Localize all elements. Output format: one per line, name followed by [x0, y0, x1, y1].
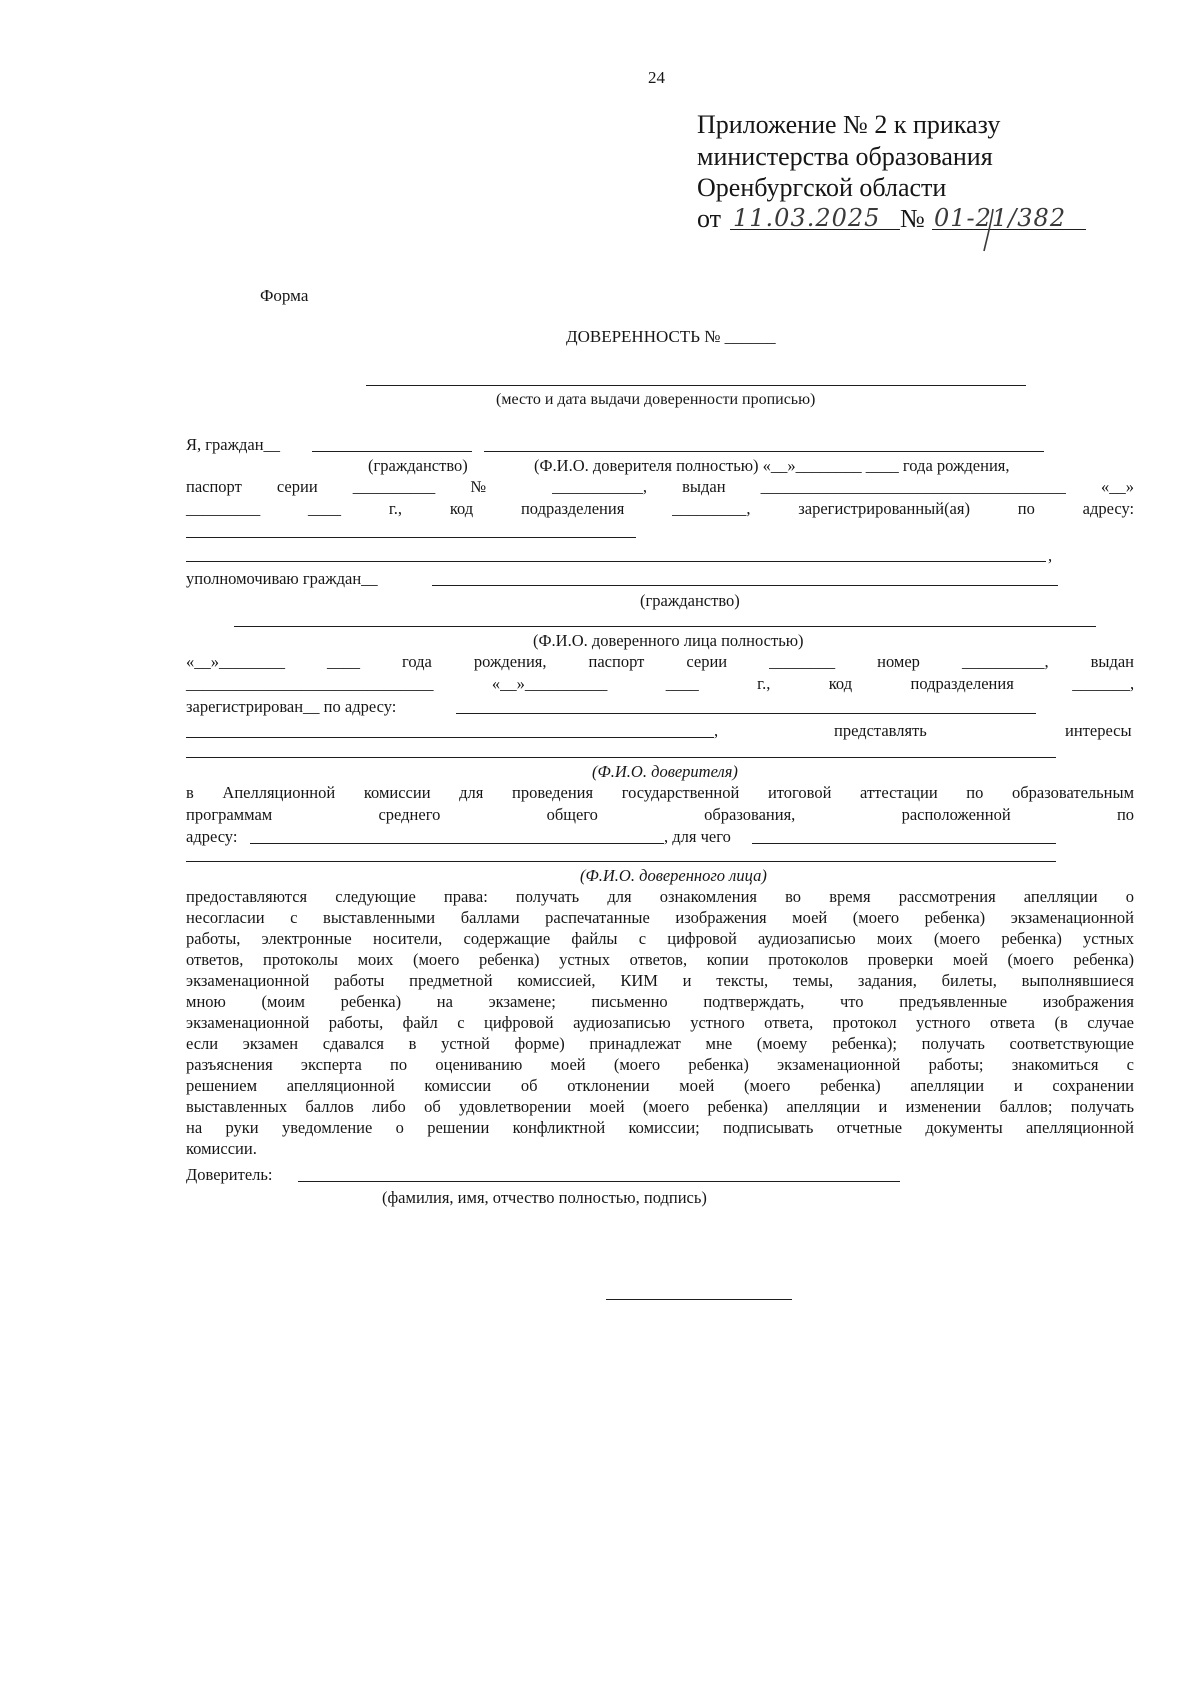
word: образования, — [704, 805, 796, 824]
word: № — [470, 477, 518, 496]
comma: , — [1048, 546, 1053, 565]
agent-fio-repeat-field[interactable] — [186, 861, 1056, 862]
agent-fio-field[interactable] — [234, 626, 1096, 627]
citizenship-field[interactable] — [312, 451, 472, 452]
rights-line: экзаменационной работы, файл с цифровой аудиозаписью устного ответа, протокол устного ответа (в случае — [186, 1013, 1134, 1032]
commission-address-label: адресу: — [186, 827, 238, 846]
rights-paragraph — [186, 886, 1134, 1159]
appendix-line-3: Оренбургской области — [697, 173, 947, 202]
comma: , — [714, 721, 719, 740]
agent-division-code-field[interactable]: _______, — [1072, 674, 1135, 693]
place-date-line — [366, 385, 1026, 386]
authorize-label: уполномочиваю граждан__ — [186, 569, 378, 588]
closing-separator — [606, 1299, 792, 1300]
word: аттестации — [860, 783, 938, 802]
word: государственной — [621, 783, 740, 802]
document-title: ДОВЕРЕННОСТЬ № ______ — [566, 327, 776, 346]
number-underline — [932, 229, 1086, 230]
principal-address-field-1[interactable] — [186, 537, 636, 538]
word: код — [828, 674, 853, 693]
word: Апелляционной — [222, 783, 336, 802]
word: серии — [686, 652, 728, 671]
agent-passport-issuer-field[interactable]: ______________________________ — [186, 674, 434, 693]
rights-line: комиссии. — [186, 1139, 257, 1158]
word: комиссии — [363, 783, 431, 802]
for-what-field[interactable] — [752, 843, 1056, 844]
for-what-label: , для чего — [664, 827, 731, 846]
issue-date-field[interactable]: «__» — [1101, 477, 1135, 496]
word: адресу: — [1082, 499, 1135, 518]
agent-issued-line — [186, 674, 1134, 693]
handwritten-date: 11.03.2025 — [733, 204, 881, 232]
signature-field[interactable] — [298, 1181, 900, 1182]
word: г., — [757, 674, 771, 693]
agent-registered-label: зарегистрирован__ по адресу: — [186, 697, 397, 716]
word: общего — [546, 805, 598, 824]
principal-fio-caption: (Ф.И.О. доверителя полностью) «__»________ ____ года рождения, — [534, 456, 1010, 475]
word: для — [459, 783, 484, 802]
word: паспорт — [588, 652, 645, 671]
rights-line: экзаменационной работы предметной комиссией, КИМ и тексты, темы, задания, билеты, выполнявшиеся — [186, 971, 1134, 990]
agent-passport-number-field[interactable]: __________, — [961, 652, 1049, 671]
word: по — [1017, 499, 1035, 518]
rights-line: если экзамен сдавался в устной форме) принадлежат мне (моему ребенка); получать соответствующие — [186, 1034, 1134, 1053]
represent-label: представлять — [834, 721, 927, 740]
rights-line: на руки уведомление о решении конфликтной комиссии; подписывать отчетные документы апелляционной — [186, 1118, 1134, 1137]
word: по — [966, 783, 984, 802]
word: в — [186, 783, 194, 802]
agent-citizenship-field[interactable] — [432, 585, 1058, 586]
agent-passport-series-field[interactable]: ________ — [769, 652, 836, 671]
commission-line-2 — [186, 805, 1134, 824]
rights-line: выставленных баллов либо об удовлетворении моей (моего ребенка) апелляции и изменении баллов; получать — [186, 1097, 1134, 1116]
signature-caption: (фамилия, имя, отчество полностью, подпись) — [382, 1188, 707, 1207]
division-code-field[interactable]: _________, — [672, 499, 751, 518]
word: года — [402, 652, 432, 671]
word: по — [1116, 805, 1135, 824]
word: подразделения — [910, 674, 1014, 693]
principal-fio-repeat-caption: (Ф.И.О. доверителя) — [592, 762, 738, 781]
word: зарегистрированный(ая) — [798, 499, 970, 518]
passport-number-field[interactable]: ___________, — [552, 477, 648, 496]
word: выдан — [1090, 652, 1135, 671]
principal-fio-repeat-field[interactable] — [186, 757, 1056, 758]
principal-citizenship-caption: (гражданство) — [368, 456, 468, 475]
agent-address-field-1[interactable] — [456, 713, 1036, 714]
agent-fio-repeat-caption: (Ф.И.О. доверенного лица) — [580, 866, 767, 885]
appendix-number-prefix: № — [900, 204, 925, 233]
date-underline — [730, 229, 900, 230]
commission-address-field[interactable] — [250, 843, 664, 844]
issue-year-field[interactable]: ____ — [308, 499, 342, 518]
word: код — [449, 499, 474, 518]
passport-issuer-field[interactable]: _____________________________________ — [760, 477, 1066, 496]
word: серии — [276, 477, 318, 496]
place-date-caption: (место и дата выдачи доверенности прописью) — [496, 391, 816, 408]
principal-address-field-2[interactable] — [186, 561, 1046, 562]
word: номер — [877, 652, 920, 671]
word: г., — [388, 499, 403, 518]
passport-series-field[interactable]: __________ — [352, 477, 436, 496]
word: программам — [186, 805, 273, 824]
rights-line: решением апелляционной комиссии об отклонении моей (моего ребенка) апелляции и сохранении — [186, 1076, 1134, 1095]
word: подразделения — [520, 499, 625, 518]
interests-label: интересы — [1065, 721, 1132, 740]
code-line — [186, 499, 1134, 518]
agent-birth-line — [186, 652, 1134, 671]
word: паспорт — [186, 477, 242, 496]
rights-line: мною (моим ребенка) на экзамене; письменно подтверждать, что предъявленные изображения — [186, 992, 1134, 1011]
appendix-line-1: Приложение № 2 к приказу — [697, 110, 1001, 139]
principal-intro: Я, граждан__ — [186, 435, 281, 454]
form-label: Форма — [260, 286, 309, 305]
principal-fio-field[interactable] — [484, 451, 1044, 452]
word: расположенной — [901, 805, 1011, 824]
issue-date-month-field[interactable]: _________ — [186, 499, 261, 518]
agent-fio-caption: (Ф.И.О. доверенного лица полностью) — [533, 631, 804, 650]
handwritten-number: 01-21/382 — [934, 204, 1067, 232]
rights-line: работы, электронные носители, содержащие файлы с цифровой аудиозаписью моих (моего ребенка) устных — [186, 929, 1134, 948]
agent-address-field-2[interactable] — [186, 737, 714, 738]
agent-issue-year-field[interactable]: ____ — [665, 674, 699, 693]
rights-line: разъяснения эксперта по оцениванию моей (моего ребенка) экзаменационной работы; знакомиться с — [186, 1055, 1134, 1074]
passport-line — [186, 477, 1134, 496]
rights-line: несогласии с выставленными баллами распечатанные изображения моей (моего ребенка) экзаменационной — [186, 908, 1134, 927]
word: итоговой — [767, 783, 832, 802]
commission-line-1 — [186, 783, 1134, 802]
word: проведения — [512, 783, 594, 802]
appendix-line-2: министерства образования — [697, 142, 993, 171]
agent-citizenship-caption: (гражданство) — [640, 591, 740, 610]
word: рождения, — [473, 652, 547, 671]
agent-birth-year-field[interactable]: ____ — [327, 652, 361, 671]
appendix-date-prefix: от — [697, 204, 722, 233]
word: среднего — [378, 805, 441, 824]
handwritten-stroke — [975, 206, 1005, 254]
agent-birth-date-field[interactable]: «__»________ — [186, 652, 285, 671]
word: образовательным — [1012, 783, 1135, 802]
word: выдан — [682, 477, 726, 496]
signature-label: Доверитель: — [186, 1165, 273, 1184]
rights-line: ответов, протоколы моих (моего ребенка) устных ответов, копии протоколов проверки моей (моего ребенка) — [186, 950, 1134, 969]
rights-line: предоставляются следующие права: получать для ознакомления во время рассмотрения апелляции о — [186, 887, 1134, 906]
agent-issue-date-field[interactable]: «__»__________ — [491, 674, 608, 693]
page-number: 24 — [648, 68, 665, 87]
